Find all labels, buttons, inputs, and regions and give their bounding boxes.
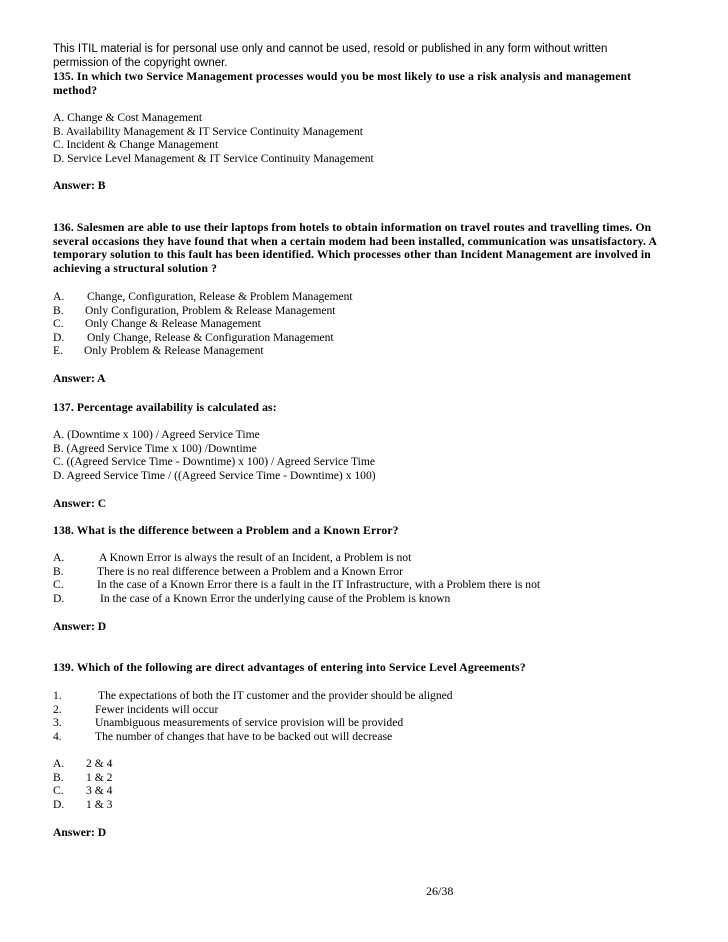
option-d bbox=[53, 592, 613, 606]
option-c: C. ((Agreed Service Time - Downtime) x 100) / Agreed Service Time bbox=[53, 455, 375, 469]
option-text: In the case of a Known Error the underlying cause of the Problem is known bbox=[100, 591, 451, 605]
option-a: A. (Downtime x 100) / Agreed Service Time bbox=[53, 428, 260, 441]
option-a bbox=[53, 551, 613, 565]
statement-text: The number of changes that have to be backed out will decrease bbox=[95, 729, 393, 743]
option-text: A Known Error is always the result of an Incident, a Problem is not bbox=[99, 551, 412, 564]
option-text: Only Configuration, Problem & Release Management bbox=[85, 303, 336, 317]
option-d: D. Agreed Service Time / ((Agreed Service Time - Downtime) x 100) bbox=[53, 468, 376, 482]
answer-135: Answer: B bbox=[53, 179, 106, 192]
option-a bbox=[53, 757, 173, 771]
statement-text: Fewer incidents will occur bbox=[95, 702, 219, 716]
option-c bbox=[53, 317, 473, 331]
option-label: A. bbox=[53, 551, 65, 564]
option-label: B. bbox=[53, 564, 64, 578]
question-136-text: 136. Salesmen are able to use their laptops from hotels to obtain information on travel routes and travelling times. On several occasions they have found that when a certain modem had been installed, communication was unsatisfactory. A temporary solution to this fault has been identified. Which processes other than Incident Management are involved in achieving a structural solution ? bbox=[53, 221, 657, 275]
option-b bbox=[53, 565, 613, 579]
option-label: D. bbox=[53, 591, 65, 605]
option-label: B. bbox=[53, 770, 64, 784]
answer-137: Answer: C bbox=[53, 497, 107, 510]
answer-138: Answer: D bbox=[53, 620, 107, 633]
notice-line: permission of the copyright owner. bbox=[53, 57, 228, 69]
statement-2 bbox=[53, 703, 513, 717]
statement-1 bbox=[53, 689, 513, 703]
question-135-text: 135. In which two Service Management processes would you be most likely to use a risk analysis and management method? bbox=[53, 70, 632, 97]
option-label: D. bbox=[53, 797, 65, 811]
statement-label: 2. bbox=[53, 702, 62, 716]
option-text: Only Problem & Release Management bbox=[84, 344, 264, 358]
question-139-statements bbox=[53, 689, 513, 743]
option-e bbox=[53, 344, 473, 358]
page-number: 26/38 bbox=[426, 884, 454, 898]
question-137-text: 137. Percentage availability is calculated as: bbox=[53, 401, 277, 414]
statement-label: 3. bbox=[53, 716, 62, 730]
option-label: C. bbox=[53, 578, 64, 592]
statement-label: 4. bbox=[53, 729, 62, 743]
option-text: 2 & 4 bbox=[86, 757, 113, 770]
option-text: 1 & 3 bbox=[86, 797, 113, 811]
option-label: D. bbox=[53, 330, 65, 344]
question-137-options bbox=[53, 428, 376, 482]
option-text: In the case of a Known Error there is a fault in the IT Infrastructure, with a Problem there is not bbox=[97, 578, 541, 592]
option-text: There is no real difference between a Problem and a Known Error bbox=[97, 564, 403, 578]
question-135-options bbox=[53, 111, 374, 165]
statement-label: 1. bbox=[53, 689, 62, 702]
answer-139: Answer: D bbox=[53, 826, 107, 839]
option-d: D. Service Level Management & IT Service Continuity Management bbox=[53, 151, 374, 165]
option-text: Change, Configuration, Release & Problem Management bbox=[87, 290, 353, 303]
option-text: 3 & 4 bbox=[86, 784, 113, 798]
question-138-options bbox=[53, 551, 613, 605]
option-label: C. bbox=[53, 784, 64, 798]
option-a: A. Change & Cost Management bbox=[53, 111, 203, 124]
question-139-options bbox=[53, 757, 173, 811]
option-b bbox=[53, 304, 473, 318]
copyright-notice bbox=[53, 42, 693, 70]
question-136-options bbox=[53, 290, 473, 358]
option-label: A. bbox=[53, 757, 65, 770]
option-text: Only Change & Release Management bbox=[85, 317, 261, 331]
notice-line: This ITIL material is for personal use only and cannot be used, resold or published in any form without written bbox=[53, 43, 608, 55]
option-label: A. bbox=[53, 290, 65, 303]
statement-text: Unambiguous measurements of service provision will be provided bbox=[95, 716, 404, 730]
option-d bbox=[53, 331, 473, 345]
option-text: 1 & 2 bbox=[86, 770, 113, 784]
question-138-text: 138. What is the difference between a Problem and a Known Error? bbox=[53, 524, 399, 537]
statement-3 bbox=[53, 716, 513, 730]
option-c bbox=[53, 784, 173, 798]
question-139-text: 139. Which of the following are direct advantages of entering into Service Level Agreements? bbox=[53, 661, 526, 674]
statement-text: The expectations of both the IT customer and the provider should be aligned bbox=[98, 689, 453, 702]
option-a bbox=[53, 290, 473, 304]
statement-4 bbox=[53, 730, 513, 744]
option-b: B. Availability Management & IT Service Continuity Management bbox=[53, 124, 363, 138]
option-text: Only Change, Release & Configuration Management bbox=[87, 330, 334, 344]
option-label: B. bbox=[53, 303, 64, 317]
option-label: C. bbox=[53, 317, 64, 331]
option-d bbox=[53, 798, 173, 812]
option-b bbox=[53, 771, 173, 785]
answer-136: Answer: A bbox=[53, 372, 106, 385]
option-label: E. bbox=[53, 344, 63, 358]
option-b: B. (Agreed Service Time x 100) /Downtime bbox=[53, 441, 257, 455]
option-c bbox=[53, 578, 613, 592]
option-c: C. Incident & Change Management bbox=[53, 138, 219, 152]
